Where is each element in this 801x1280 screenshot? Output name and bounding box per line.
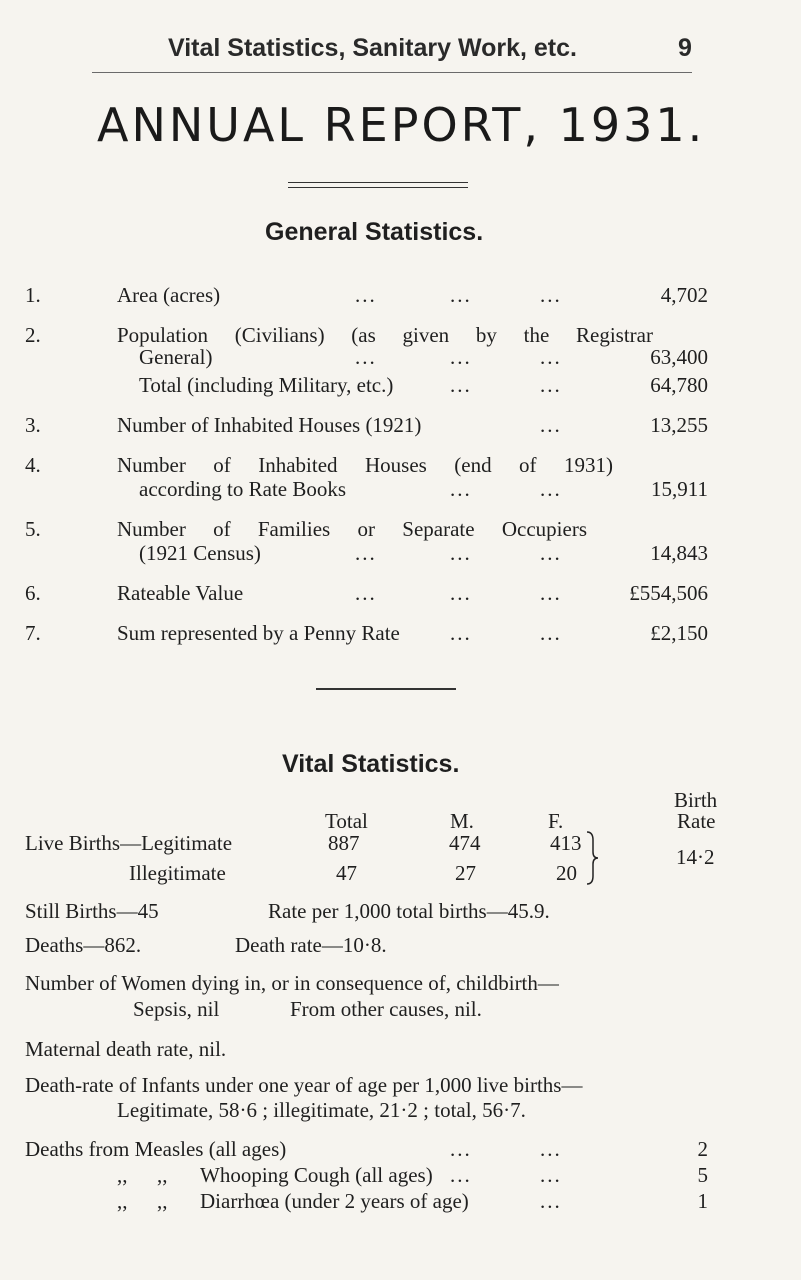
item-label-houses-1931: Number of Inhabited Houses (end of 1931)	[117, 453, 613, 477]
item-label-population-cont: General)	[139, 345, 213, 369]
maternal-death-rate: Maternal death rate, nil.	[25, 1037, 227, 1061]
item-label-rateable-value: Rateable Value	[117, 581, 244, 605]
item-label-families-cont: (1921 Census)	[139, 541, 261, 565]
item-label-houses-1921: Number of Inhabited Houses (1921)	[117, 413, 422, 437]
leader-dots: ...	[450, 581, 472, 605]
leader-dots: ...	[540, 1163, 562, 1187]
ditto-mark: ,,	[157, 1189, 168, 1213]
whooping-cough-value: 5	[697, 1163, 708, 1187]
item-number: 3.	[25, 413, 41, 437]
item-value-area: 4,702	[660, 283, 708, 307]
running-title: Vital Statistics, Sanitary Work, etc.	[168, 34, 577, 62]
page-number: 9	[678, 34, 692, 62]
still-births: Still Births—45	[25, 899, 159, 923]
item-label-population: Population (Civilians) (as given by the Registrar	[117, 323, 653, 347]
ditto-mark: ,,	[117, 1189, 128, 1213]
leader-dots: ...	[450, 477, 472, 501]
col-f-header: F.	[548, 809, 564, 833]
col-total-header: Total	[325, 809, 368, 833]
item-label-area: Area (acres)	[117, 283, 221, 307]
women-childbirth-line: Number of Women dying in, or in consequence of, childbirth—	[25, 971, 559, 995]
leader-dots: ...	[540, 477, 562, 501]
legitimate-m: 474	[449, 831, 481, 855]
illegitimate-total: 47	[336, 861, 357, 885]
diarrhoea-label: Diarrhœa (under 2 years of age)	[200, 1189, 469, 1213]
report-title: ANNUAL REPORT, 1931.	[97, 98, 706, 152]
leader-dots: ...	[355, 581, 377, 605]
sepsis: Sepsis, nil	[133, 997, 220, 1021]
item-number: 1.	[25, 283, 41, 307]
leader-dots: ...	[450, 541, 472, 565]
item-number: 6.	[25, 581, 41, 605]
leader-dots: ...	[355, 283, 377, 307]
item-label-total-military: Total (including Military, etc.)	[139, 373, 394, 397]
measles-label: Deaths from Measles (all ages)	[25, 1137, 287, 1161]
deaths: Deaths—862.	[25, 933, 142, 957]
live-births-legitimate-label: Live Births—Legitimate	[25, 831, 233, 855]
item-value-population: 63,400	[650, 345, 708, 369]
other-causes: From other causes, nil.	[290, 997, 482, 1021]
infant-death-rate-detail: Legitimate, 58·6 ; illegitimate, 21·2 ; total, 56·7.	[117, 1098, 526, 1122]
leader-dots: ...	[540, 413, 562, 437]
item-label-families: Number of Families or Separate Occupiers	[117, 517, 587, 541]
leader-dots: ...	[540, 621, 562, 645]
death-rate: Death rate—10·8.	[235, 933, 387, 957]
leader-dots: ...	[450, 345, 472, 369]
leader-dots: ...	[450, 1163, 472, 1187]
leader-dots: ...	[540, 345, 562, 369]
leader-dots: ...	[355, 345, 377, 369]
header-rule	[92, 72, 692, 73]
item-value-penny-rate: £2,150	[650, 621, 708, 645]
measles-value: 2	[697, 1137, 708, 1161]
leader-dots: ...	[450, 373, 472, 397]
whooping-cough-label: Whooping Cough (all ages)	[200, 1163, 433, 1187]
item-value-houses-1931: 15,911	[651, 477, 708, 501]
illegitimate-label: Illegitimate	[129, 861, 226, 885]
legitimate-f: 413	[550, 831, 582, 855]
leader-dots: ...	[540, 541, 562, 565]
illegitimate-m: 27	[455, 861, 476, 885]
item-value-families: 14,843	[650, 541, 708, 565]
item-number: 5.	[25, 517, 41, 541]
general-statistics-heading: General Statistics.	[265, 218, 484, 246]
vital-statistics-heading: Vital Statistics.	[282, 750, 460, 778]
leader-dots: ...	[450, 1137, 472, 1161]
col-m-header: M.	[450, 809, 474, 833]
birth-rate-header-2: Rate	[677, 809, 716, 833]
item-value-total-military: 64,780	[650, 373, 708, 397]
ditto-mark: ,,	[117, 1163, 128, 1187]
item-number: 4.	[25, 453, 41, 477]
ditto-mark: ,,	[157, 1163, 168, 1187]
item-label-houses-1931-cont: according to Rate Books	[139, 477, 347, 501]
leader-dots: ...	[355, 541, 377, 565]
item-number: 7.	[25, 621, 41, 645]
item-value-houses-1921: 13,255	[650, 413, 708, 437]
right-brace-icon	[585, 830, 599, 886]
section-rule	[316, 688, 456, 690]
leader-dots: ...	[540, 1137, 562, 1161]
item-label-penny-rate: Sum represented by a Penny Rate	[117, 621, 400, 645]
leader-dots: ...	[450, 621, 472, 645]
leader-dots: ...	[540, 1189, 562, 1213]
item-value-rateable-value: £554,506	[629, 581, 708, 605]
still-births-rate: Rate per 1,000 total births—45.9.	[268, 899, 550, 923]
illegitimate-f: 20	[556, 861, 577, 885]
diarrhoea-value: 1	[697, 1189, 708, 1213]
leader-dots: ...	[540, 283, 562, 307]
birth-rate-header: Birth	[674, 788, 718, 812]
title-double-rule	[288, 182, 468, 188]
leader-dots: ...	[540, 581, 562, 605]
legitimate-total: 887	[328, 831, 360, 855]
leader-dots: ...	[450, 283, 472, 307]
item-number: 2.	[25, 323, 41, 347]
leader-dots: ...	[540, 373, 562, 397]
infant-death-rate-line: Death-rate of Infants under one year of age per 1,000 live births—	[25, 1073, 583, 1097]
birth-rate-value: 14·2	[676, 845, 715, 869]
